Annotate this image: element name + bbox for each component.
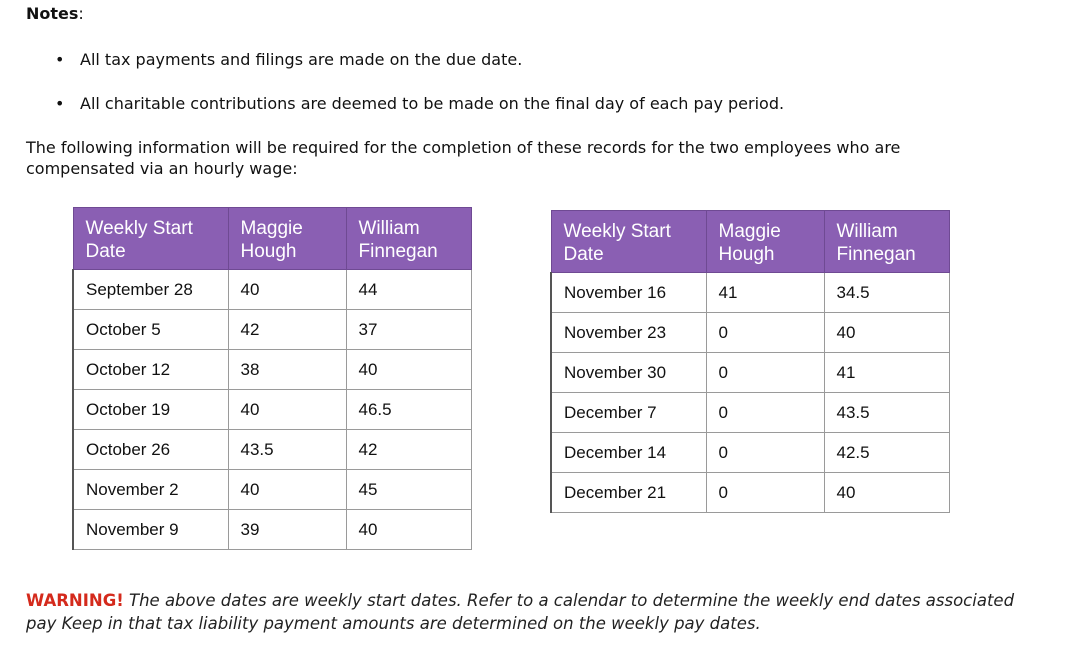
column-header: William Finnegan — [346, 208, 471, 270]
notes-title-text: Notes — [26, 4, 79, 23]
table-cell: September 28 — [73, 270, 228, 310]
table-cell: December 14 — [551, 433, 706, 473]
table-row — [551, 473, 949, 513]
table-cell: October 5 — [73, 310, 228, 350]
table-cell: 40 — [346, 350, 471, 390]
table-cell: 41 — [706, 273, 824, 313]
table-cell: 0 — [706, 473, 824, 513]
table-cell: 42.5 — [824, 433, 949, 473]
table-row — [551, 273, 949, 313]
table-row — [551, 313, 949, 353]
bullet-dot: • — [55, 50, 65, 69]
table-cell: 38 — [228, 350, 346, 390]
table-cell: 46.5 — [346, 390, 471, 430]
table-cell: 37 — [346, 310, 471, 350]
table-cell: 40 — [228, 270, 346, 310]
table-cell: 43.5 — [228, 430, 346, 470]
intro-paragraph: The following information will be required for the completion of these records for the two employees who are compensated via an hourly wage: — [26, 138, 901, 178]
table-cell: December 21 — [551, 473, 706, 513]
column-header: Weekly Start Date — [551, 211, 706, 273]
table-cell: 41 — [824, 353, 949, 393]
table-cell: 44 — [346, 270, 471, 310]
table-header-row — [551, 211, 949, 273]
warning-label: WARNING! — [26, 591, 124, 610]
table-row — [73, 350, 471, 390]
table-cell: October 19 — [73, 390, 228, 430]
table-cell: 42 — [228, 310, 346, 350]
column-header: Weekly Start Date — [73, 208, 228, 270]
table-cell: 40 — [228, 470, 346, 510]
column-header: Maggie Hough — [228, 208, 346, 270]
table-row — [73, 430, 471, 470]
table-cell: 0 — [706, 433, 824, 473]
table-cell: November 16 — [551, 273, 706, 313]
table-cell: 45 — [346, 470, 471, 510]
column-header: Maggie Hough — [706, 211, 824, 273]
table-row — [551, 433, 949, 473]
table-header-row — [73, 208, 471, 270]
table-cell: 0 — [706, 313, 824, 353]
table-cell: December 7 — [551, 393, 706, 433]
table-row — [551, 393, 949, 433]
table-cell: November 2 — [73, 470, 228, 510]
table-cell: 34.5 — [824, 273, 949, 313]
notes-title-colon: : — [78, 4, 84, 23]
notes-title — [26, 4, 84, 23]
note-text: All tax payments and filings are made on the due date. — [80, 50, 523, 69]
table-row — [551, 353, 949, 393]
hours-table-left — [72, 207, 472, 550]
table-cell: November 30 — [551, 353, 706, 393]
table-cell: 40 — [346, 510, 471, 550]
table-cell: 40 — [824, 313, 949, 353]
note-text: All charitable contributions are deemed to be made on the final day of each pay period. — [80, 94, 785, 113]
table-cell: 42 — [346, 430, 471, 470]
table-cell: 39 — [228, 510, 346, 550]
warning-text: The above dates are weekly start dates. Refer to a calendar to determine the weekly end dates associated pay Keep in that tax liability payment amounts are determined on the weekly pay dates. — [26, 591, 1015, 633]
table-cell: November 23 — [551, 313, 706, 353]
warning-note — [26, 589, 1026, 635]
table-cell: October 12 — [73, 350, 228, 390]
table-cell: 0 — [706, 393, 824, 433]
table-row — [73, 470, 471, 510]
hours-table-right — [550, 210, 950, 513]
table-row — [73, 510, 471, 550]
column-header: William Finnegan — [824, 211, 949, 273]
table-cell: 40 — [824, 473, 949, 513]
bullet-dot: • — [55, 94, 65, 113]
table-cell: October 26 — [73, 430, 228, 470]
table-row — [73, 270, 471, 310]
table-cell: 43.5 — [824, 393, 949, 433]
table-row — [73, 310, 471, 350]
table-cell: 0 — [706, 353, 824, 393]
table-row — [73, 390, 471, 430]
table-cell: November 9 — [73, 510, 228, 550]
table-cell: 40 — [228, 390, 346, 430]
